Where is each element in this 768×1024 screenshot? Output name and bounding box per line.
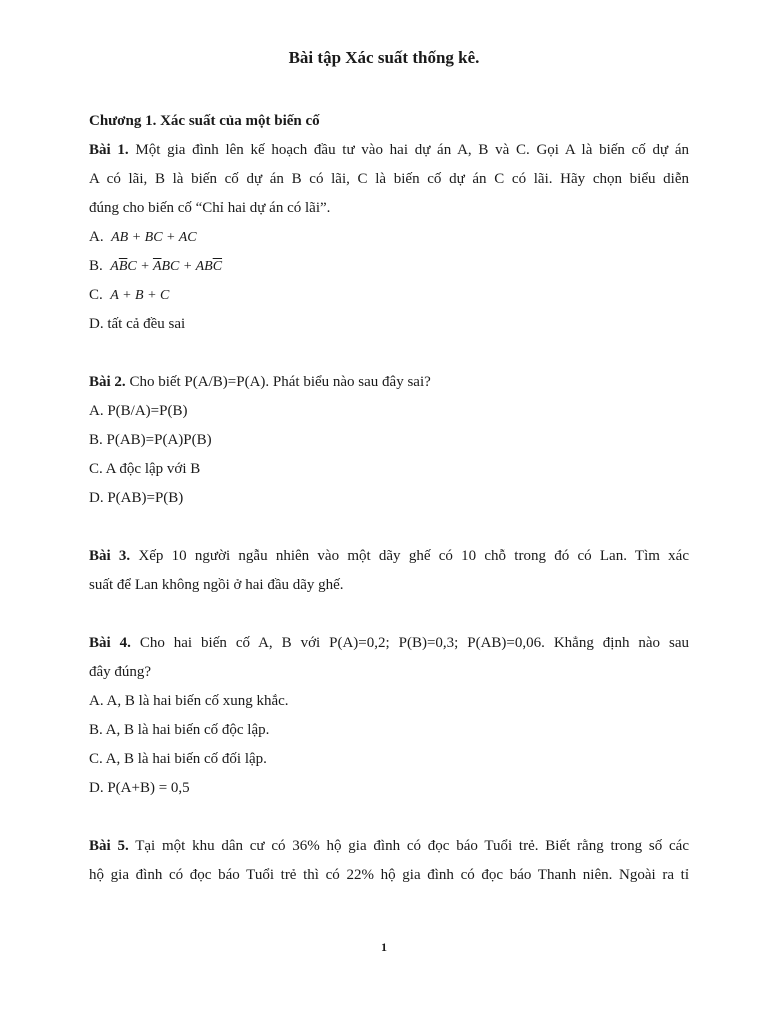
problem2-option-b: B. P(AB)=P(A)P(B) xyxy=(89,432,212,448)
option-b-formula: $A\overline{B}C + \overline{A}BC + AB\overline{C}$ xyxy=(110,259,223,274)
option-b-label: B. xyxy=(89,258,103,274)
problem3-text-1: Xếp 10 người ngẫu nhiên vào một dãy ghế có 10 chỗ trong đó có Lan. Tìm xác xyxy=(130,548,689,564)
problem5-label: Bài 5. xyxy=(89,838,129,854)
chapter-heading: Chương 1. Xác suất của một biến cố xyxy=(89,113,320,129)
problem1-option-c xyxy=(89,285,689,306)
problem4-label: Bài 4. xyxy=(89,635,131,651)
problem1-line2: A có lãi, B là biến cố dự án B có lãi, C là biến cố dự án C có lãi. Hãy chọn biểu diễn xyxy=(89,171,689,187)
problem2-label: Bài 2. xyxy=(89,374,126,390)
option-c-formula: A + B + C xyxy=(110,288,170,303)
problem3-line2: suất để Lan không ngồi ở hai đầu dãy ghế. xyxy=(89,577,344,593)
problem4-option-d: D. P(A+B) = 0,5 xyxy=(89,780,190,796)
option-a-label: A. xyxy=(89,229,104,245)
problem1-line3: đúng cho biến cố “Chỉ hai dự án có lãi”. xyxy=(89,200,331,216)
problem2-option-a: A. P(B/A)=P(B) xyxy=(89,403,188,419)
problem5-text-1: Tại một khu dân cư có 36% hộ gia đình có đọc báo Tuổi trẻ. Biết rằng trong số các xyxy=(128,838,689,854)
problem2-line1 xyxy=(89,372,689,392)
problem1-option-b xyxy=(89,256,689,277)
page-number: 1 xyxy=(381,940,387,954)
option-a-formula: AB + BC + AC xyxy=(111,230,197,245)
problem4-line1 xyxy=(89,633,689,653)
option-c-label: C. xyxy=(89,287,103,303)
problem5-line2: hộ gia đình có đọc báo Tuổi trẻ thì có 22% hộ gia đình có đọc báo Thanh niên. Ngoài ra tỉ xyxy=(89,867,689,883)
problem5-line1 xyxy=(89,836,689,856)
problem4-text-1: Cho hai biến cố A, B với P(A)=0,2; P(B)=0,3; P(AB)=0,06. Khẳng định nào sau xyxy=(130,635,689,651)
problem4-line2: đây đúng? xyxy=(89,664,152,680)
problem1-option-d: D. tất cả đều sai xyxy=(89,316,186,332)
document-title: Bài tập Xác suất thống kê. xyxy=(288,48,480,67)
problem1-option-a xyxy=(89,227,689,248)
problem3-label: Bài 3. xyxy=(89,548,131,564)
problem2-option-d: D. P(AB)=P(B) xyxy=(89,490,184,506)
problem1-text-1: Một gia đình lên kế hoạch đầu tư vào hai dự án A, B và C. Gọi A là biến cố dự án xyxy=(128,142,689,158)
problem1-line1 xyxy=(89,140,689,160)
problem2-option-c: C. A độc lập với B xyxy=(89,461,201,477)
problem4-option-b: B. A, B là hai biến cố độc lập. xyxy=(89,722,270,738)
problem1-label: Bài 1. xyxy=(89,142,129,158)
problem4-option-a: A. A, B là hai biến cố xung khắc. xyxy=(89,693,289,709)
problem2-text: Cho biết P(A/B)=P(A). Phát biểu nào sau đây sai? xyxy=(125,374,431,390)
problem3-line1 xyxy=(89,546,689,566)
problem4-option-c: C. A, B là hai biến cố đối lập. xyxy=(89,751,267,767)
